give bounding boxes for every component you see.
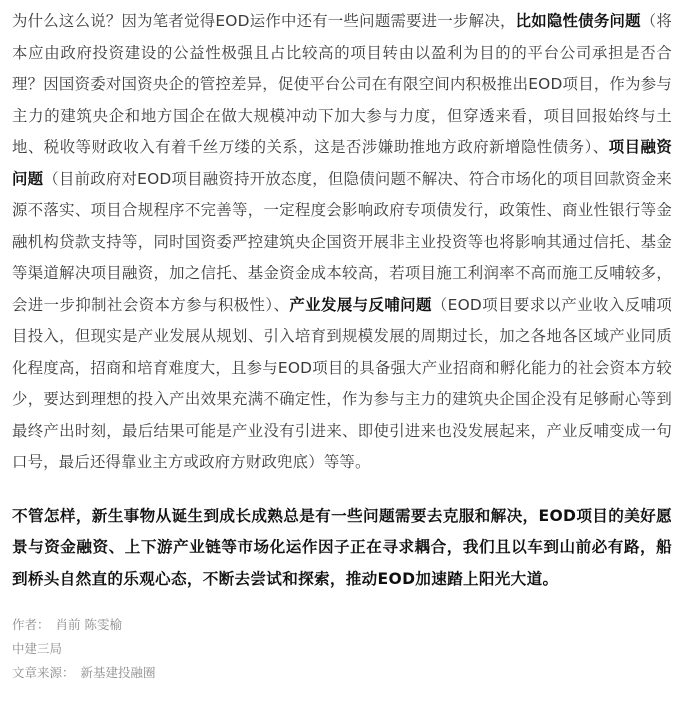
paragraph-text: （将本应由政府投资建设的公益性极强且占比较高的项目转由以盈利为目的的平台公司承担是否合理？因国资委对国资央企的管控差异，促使平台公司在有限空间内积极推出EOD项目，作为参与主力的建筑央企和地方国企在做大规模冲动下加大参与力度，但穿透来看，项目回报始终与土地、税收等财政收入有着千丝万缕的关系，这是否涉嫌助推地方政府新增隐性债务）、 xyxy=(12,12,672,156)
paragraph-text: （目前政府对EOD项目融资持开放态度，但隐债问题不解决、符合市场化的项目回款资金来源不落实、项目合规程序不完善等，一定程度会影响政府专项债发行，政策性、商业性银行等金融机构贷款支持等，同时国资委严控建筑央企国资开展非主业投资等也将影响其通过信托、基金等渠道解决项目融资，加之信托、基金资金成本较高，若项目施工利润率不高而施工反哺较多，会进一步抑制社会资本方参与积极性）、 xyxy=(12,169,673,314)
highlight-hidden-debt: 比如隐性债务问题 xyxy=(515,12,641,30)
source-line xyxy=(12,661,672,685)
body-paragraph xyxy=(12,6,672,479)
paragraph-text: 为什么这么说？因为笔者觉得EOD运作中还有一些问题需要进一步解决， xyxy=(12,12,516,30)
organization: 中建三局 xyxy=(12,641,63,656)
author-line xyxy=(12,613,672,637)
author-label: 作者： xyxy=(12,617,50,632)
highlight-project-financing: 项目融资问题 xyxy=(12,138,672,188)
source-name: 新基建投融圈 xyxy=(80,665,156,680)
closing-paragraph: 不管怎样，新生事物从诞生到成长成熟总是有一些问题需要去克服和解决，EOD项目的美好愿景与资金融资、上下游产业链等市场化运作因子正在寻求耦合，我们且以车到山前必有路，船到桥头自然直的乐观心态，不断去尝试和探索，推动EOD加速踏上阳光大道。 xyxy=(12,506,672,588)
author-names: 肖前 陈雯榆 xyxy=(55,617,122,632)
paragraph-text: （EOD项目要求以产业收入反哺项目投入，但现实是产业发展从规划、引入培育到规模发展的周期过长，加之各地各区域产业同质化程度高，招商和培育难度大，且参与EOD项目的具备强大产业招商和孵化能力的社会资本方较少，要达到理想的投入产出效果充满不确定性，作为参与主力的建筑央企国企没有足够耐心等到最终产出时刻，最后结果可能是产业没有引进来、即使引进来也没发展起来，产业反哺变成一句口号，最后还得靠业主方或政府方财政兜底）等等。 xyxy=(12,295,672,471)
source-label: 文章来源： xyxy=(12,665,75,680)
article-meta xyxy=(12,613,672,685)
highlight-industry-feedback: 产业发展与反哺问题 xyxy=(289,295,432,314)
